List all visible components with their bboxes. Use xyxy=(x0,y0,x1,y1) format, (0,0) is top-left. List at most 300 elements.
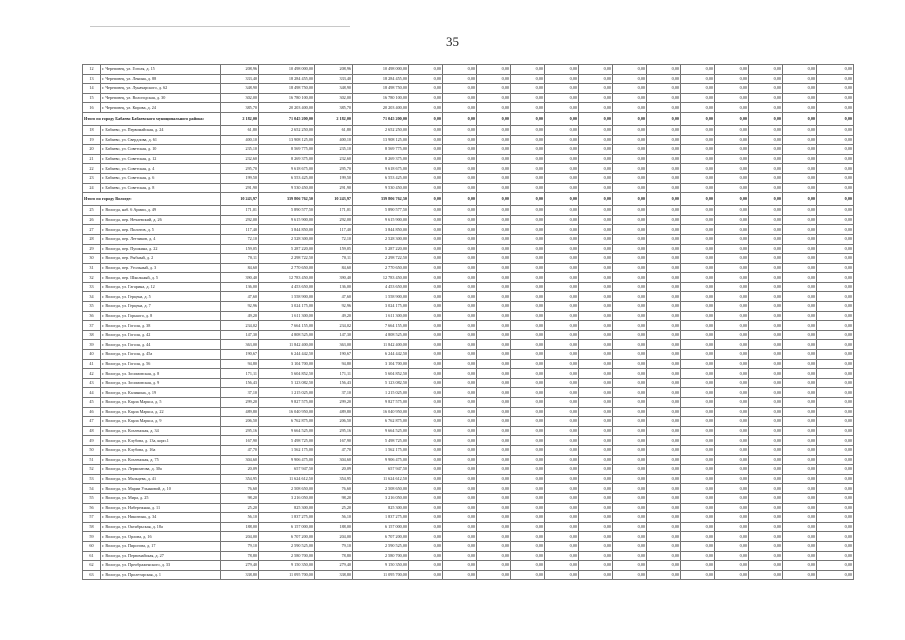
zero-value-cell: 0,00 xyxy=(579,330,613,340)
zero-value-cell: 0,00 xyxy=(817,407,854,417)
row-number: 43 xyxy=(83,378,101,388)
area-cell: 400,10 xyxy=(221,135,259,145)
zero-value-cell: 0,00 xyxy=(545,263,579,273)
zero-value-cell: 0,00 xyxy=(749,570,783,580)
zero-value-cell: 0,00 xyxy=(817,225,854,235)
zero-value-cell: 0,00 xyxy=(681,541,715,551)
zero-value-cell: 0,00 xyxy=(647,193,681,206)
address-cell: г. Вологда, пер. Школьный, д. 5 xyxy=(101,273,221,283)
zero-value-cell: 0,00 xyxy=(443,570,477,580)
area-total-cell: 79,10 xyxy=(315,541,353,551)
area-cell: 338,80 xyxy=(221,570,259,580)
zero-value-cell: 0,00 xyxy=(511,369,545,379)
cost-total-cell: 71 045 200,00 xyxy=(353,112,409,125)
zero-value-cell: 0,00 xyxy=(817,484,854,494)
zero-value-cell: 0,00 xyxy=(613,263,647,273)
area-total-cell: 333,40 xyxy=(315,74,353,84)
zero-value-cell: 0,00 xyxy=(545,541,579,551)
zero-value-cell: 0,00 xyxy=(477,388,511,398)
zero-value-cell: 0,00 xyxy=(511,273,545,283)
row-number: 55 xyxy=(83,493,101,503)
zero-value-cell: 0,00 xyxy=(477,426,511,436)
zero-value-cell: 0,00 xyxy=(817,359,854,369)
zero-value-cell: 0,00 xyxy=(715,436,749,446)
zero-value-cell: 0,00 xyxy=(409,173,443,183)
zero-value-cell: 0,00 xyxy=(477,340,511,350)
zero-value-cell: 0,00 xyxy=(545,570,579,580)
cost-cell: 11 842 400,00 xyxy=(259,340,315,350)
zero-value-cell: 0,00 xyxy=(511,426,545,436)
zero-value-cell: 0,00 xyxy=(783,65,817,75)
zero-value-cell: 0,00 xyxy=(715,103,749,113)
subtotal-row xyxy=(83,193,854,206)
area-total-cell: 363,00 xyxy=(315,340,353,350)
zero-value-cell: 0,00 xyxy=(783,398,817,408)
row-number: 53 xyxy=(83,474,101,484)
zero-value-cell: 0,00 xyxy=(681,154,715,164)
area-total-cell: 304,60 xyxy=(315,455,353,465)
zero-value-cell: 0,00 xyxy=(715,125,749,135)
cost-total-cell: 2 298 722,50 xyxy=(353,254,409,264)
zero-value-cell: 0,00 xyxy=(409,388,443,398)
area-total-cell: 385,70 xyxy=(315,103,353,113)
address-cell: г. Вологда, ул. Клубова, д. 13а, корп.1 xyxy=(101,436,221,446)
row-number: 54 xyxy=(83,484,101,494)
zero-value-cell: 0,00 xyxy=(613,407,647,417)
zero-value-cell: 0,00 xyxy=(817,254,854,264)
zero-value-cell: 0,00 xyxy=(783,154,817,164)
address-cell: г. Вологда, ул. Герцена, д. 7 xyxy=(101,302,221,312)
area-cell: 47,70 xyxy=(221,445,259,455)
zero-value-cell: 0,00 xyxy=(545,503,579,513)
zero-value-cell: 0,00 xyxy=(715,84,749,94)
address-cell: г. Вологда, ул. Гоголя, д. 56 xyxy=(101,359,221,369)
area-cell: 136,00 xyxy=(221,282,259,292)
zero-value-cell: 0,00 xyxy=(477,254,511,264)
row-number: 57 xyxy=(83,513,101,523)
zero-value-cell: 0,00 xyxy=(817,125,854,135)
cost-cell: 18 284 455,00 xyxy=(259,74,315,84)
zero-value-cell: 0,00 xyxy=(545,532,579,542)
table-row xyxy=(83,522,854,532)
area-cell: 171,01 xyxy=(221,206,259,216)
zero-value-cell: 0,00 xyxy=(817,513,854,523)
zero-value-cell: 0,00 xyxy=(681,522,715,532)
zero-value-cell: 0,00 xyxy=(477,493,511,503)
row-number: 59 xyxy=(83,532,101,542)
cost-total-cell: 16 780 100,00 xyxy=(353,93,409,103)
table-row xyxy=(83,369,854,379)
zero-value-cell: 0,00 xyxy=(477,378,511,388)
zero-value-cell: 0,00 xyxy=(681,282,715,292)
zero-value-cell: 0,00 xyxy=(511,103,545,113)
zero-value-cell: 0,00 xyxy=(681,125,715,135)
zero-value-cell: 0,00 xyxy=(681,311,715,321)
zero-value-cell: 0,00 xyxy=(613,541,647,551)
zero-value-cell: 0,00 xyxy=(783,426,817,436)
address-cell: г. Вологда, пер. Рыбный, д. 2 xyxy=(101,254,221,264)
zero-value-cell: 0,00 xyxy=(477,154,511,164)
zero-value-cell: 0,00 xyxy=(817,145,854,155)
zero-value-cell: 0,00 xyxy=(511,407,545,417)
cost-cell: 6 157 000,00 xyxy=(259,522,315,532)
zero-value-cell: 0,00 xyxy=(783,522,817,532)
zero-value-cell: 0,00 xyxy=(443,455,477,465)
zero-value-cell: 0,00 xyxy=(409,369,443,379)
zero-value-cell: 0,00 xyxy=(783,244,817,254)
table-row xyxy=(83,273,854,283)
zero-value-cell: 0,00 xyxy=(579,455,613,465)
cost-cell: 3 844 850,00 xyxy=(259,225,315,235)
cost-cell: 2 508 650,00 xyxy=(259,484,315,494)
zero-value-cell: 0,00 xyxy=(715,426,749,436)
cost-cell: 2 528 300,00 xyxy=(259,234,315,244)
area-cell: 489,80 xyxy=(221,407,259,417)
zero-value-cell: 0,00 xyxy=(783,145,817,155)
zero-value-cell: 0,00 xyxy=(613,359,647,369)
zero-value-cell: 0,00 xyxy=(681,369,715,379)
row-number: 32 xyxy=(83,273,101,283)
cost-cell: 71 045 200,00 xyxy=(259,112,315,125)
zero-value-cell: 0,00 xyxy=(511,436,545,446)
zero-value-cell: 0,00 xyxy=(579,244,613,254)
zero-value-cell: 0,00 xyxy=(783,112,817,125)
zero-value-cell: 0,00 xyxy=(477,103,511,113)
zero-value-cell: 0,00 xyxy=(409,551,443,561)
area-cell: 385,70 xyxy=(221,103,259,113)
address-cell: г. Череповец, ул. Луначарского, д. 62 xyxy=(101,84,221,94)
zero-value-cell: 0,00 xyxy=(477,263,511,273)
zero-value-cell: 0,00 xyxy=(681,570,715,580)
zero-value-cell: 0,00 xyxy=(511,484,545,494)
zero-value-cell: 0,00 xyxy=(681,436,715,446)
table-row xyxy=(83,350,854,360)
address-cell: г. Вологда, ул. Пирогова, д. 17 xyxy=(101,541,221,551)
row-number: 45 xyxy=(83,398,101,408)
zero-value-cell: 0,00 xyxy=(817,455,854,465)
zero-value-cell: 0,00 xyxy=(817,474,854,484)
address-cell: г. Вологда, ул. Карла Маркса, д. 9 xyxy=(101,417,221,427)
row-number: 27 xyxy=(83,225,101,235)
cost-cell: 9 664 525,00 xyxy=(259,426,315,436)
zero-value-cell: 0,00 xyxy=(715,234,749,244)
zero-value-cell: 0,00 xyxy=(409,570,443,580)
zero-value-cell: 0,00 xyxy=(749,513,783,523)
table-row xyxy=(83,570,854,580)
zero-value-cell: 0,00 xyxy=(613,65,647,75)
cost-total-cell: 7 664 155,00 xyxy=(353,321,409,331)
zero-value-cell: 0,00 xyxy=(477,93,511,103)
row-number: 24 xyxy=(83,183,101,193)
address-cell: г. Вологда, ул. Козленская, д. 75 xyxy=(101,455,221,465)
area-cell: 304,60 xyxy=(221,455,259,465)
zero-value-cell: 0,00 xyxy=(681,340,715,350)
zero-value-cell: 0,00 xyxy=(749,493,783,503)
address-cell: г. Вологда, ул. Гоголя, д. 42 xyxy=(101,330,221,340)
zero-value-cell: 0,00 xyxy=(715,135,749,145)
zero-value-cell: 0,00 xyxy=(749,103,783,113)
cost-cell: 7 664 155,00 xyxy=(259,321,315,331)
zero-value-cell: 0,00 xyxy=(681,263,715,273)
cost-total-cell: 3 844 850,00 xyxy=(353,225,409,235)
zero-value-cell: 0,00 xyxy=(783,282,817,292)
zero-value-cell: 0,00 xyxy=(511,474,545,484)
cost-total-cell: 13 908 125,00 xyxy=(353,135,409,145)
zero-value-cell: 0,00 xyxy=(613,103,647,113)
zero-value-cell: 0,00 xyxy=(715,513,749,523)
zero-value-cell: 0,00 xyxy=(783,407,817,417)
cost-total-cell: 6 762 875,00 xyxy=(353,417,409,427)
address-cell: г. Вологда, ул. Зосимовская, д. 8 xyxy=(101,369,221,379)
zero-value-cell: 0,00 xyxy=(783,254,817,264)
area-total-cell: 94,80 xyxy=(315,359,353,369)
zero-value-cell: 0,00 xyxy=(409,398,443,408)
cost-total-cell: 8 569 775,00 xyxy=(353,145,409,155)
zero-value-cell: 0,00 xyxy=(783,215,817,225)
row-number: 25 xyxy=(83,206,101,216)
address-cell: г. Вологда, ул. Гоголя, д. 38 xyxy=(101,321,221,331)
zero-value-cell: 0,00 xyxy=(715,292,749,302)
zero-value-cell: 0,00 xyxy=(443,145,477,155)
zero-value-cell: 0,00 xyxy=(647,273,681,283)
table-row xyxy=(83,455,854,465)
zero-value-cell: 0,00 xyxy=(477,292,511,302)
page-number: 35 xyxy=(446,34,459,49)
zero-value-cell: 0,00 xyxy=(579,359,613,369)
area-total-cell: 167,90 xyxy=(315,436,353,446)
row-number: 62 xyxy=(83,561,101,571)
zero-value-cell: 0,00 xyxy=(443,551,477,561)
area-total-cell: 208,96 xyxy=(315,65,353,75)
row-number: 61 xyxy=(83,551,101,561)
zero-value-cell: 0,00 xyxy=(477,215,511,225)
zero-value-cell: 0,00 xyxy=(511,359,545,369)
area-cell: 76,60 xyxy=(221,484,259,494)
address-cell: г. Бабаево, ул. Свердлова, д. 61 xyxy=(101,135,221,145)
zero-value-cell: 0,00 xyxy=(579,398,613,408)
cost-cell: 13 908 125,00 xyxy=(259,135,315,145)
area-total-cell: 72,10 xyxy=(315,234,353,244)
zero-value-cell: 0,00 xyxy=(817,503,854,513)
zero-value-cell: 0,00 xyxy=(579,340,613,350)
zero-value-cell: 0,00 xyxy=(817,164,854,174)
zero-value-cell: 0,00 xyxy=(783,455,817,465)
zero-value-cell: 0,00 xyxy=(715,112,749,125)
zero-value-cell: 0,00 xyxy=(749,282,783,292)
cost-cell: 11 095 700,00 xyxy=(259,570,315,580)
table-row xyxy=(83,321,854,331)
zero-value-cell: 0,00 xyxy=(545,282,579,292)
zero-value-cell: 0,00 xyxy=(817,541,854,551)
zero-value-cell: 0,00 xyxy=(477,522,511,532)
zero-value-cell: 0,00 xyxy=(749,273,783,283)
zero-value-cell: 0,00 xyxy=(749,74,783,84)
zero-value-cell: 0,00 xyxy=(443,93,477,103)
zero-value-cell: 0,00 xyxy=(783,103,817,113)
zero-value-cell: 0,00 xyxy=(749,234,783,244)
zero-value-cell: 0,00 xyxy=(545,436,579,446)
zero-value-cell: 0,00 xyxy=(545,302,579,312)
cost-total-cell: 12 783 450,00 xyxy=(353,273,409,283)
zero-value-cell: 0,00 xyxy=(715,173,749,183)
zero-value-cell: 0,00 xyxy=(715,311,749,321)
subtotal-row xyxy=(83,112,854,125)
zero-value-cell: 0,00 xyxy=(613,388,647,398)
zero-value-cell: 0,00 xyxy=(579,273,613,283)
zero-value-cell: 0,00 xyxy=(477,173,511,183)
zero-value-cell: 0,00 xyxy=(409,513,443,523)
zero-value-cell: 0,00 xyxy=(715,302,749,312)
zero-value-cell: 0,00 xyxy=(545,215,579,225)
zero-value-cell: 0,00 xyxy=(613,321,647,331)
zero-value-cell: 0,00 xyxy=(783,378,817,388)
zero-value-cell: 0,00 xyxy=(545,561,579,571)
zero-value-cell: 0,00 xyxy=(579,484,613,494)
zero-value-cell: 0,00 xyxy=(613,513,647,523)
cost-total-cell: 339 806 762,50 xyxy=(353,193,409,206)
zero-value-cell: 0,00 xyxy=(681,350,715,360)
area-total-cell: 47,60 xyxy=(315,292,353,302)
zero-value-cell: 0,00 xyxy=(715,225,749,235)
cost-total-cell: 1 611 300,00 xyxy=(353,311,409,321)
area-cell: 10 243,97 xyxy=(221,193,259,206)
row-number: 22 xyxy=(83,164,101,174)
area-cell: 47,60 xyxy=(221,292,259,302)
cost-cell: 3 104 700,00 xyxy=(259,359,315,369)
zero-value-cell: 0,00 xyxy=(511,135,545,145)
zero-value-cell: 0,00 xyxy=(545,103,579,113)
zero-value-cell: 0,00 xyxy=(409,445,443,455)
zero-value-cell: 0,00 xyxy=(477,541,511,551)
zero-value-cell: 0,00 xyxy=(409,302,443,312)
zero-value-cell: 0,00 xyxy=(443,359,477,369)
row-number: 28 xyxy=(83,234,101,244)
table-row xyxy=(83,215,854,225)
area-total-cell: 37,10 xyxy=(315,388,353,398)
zero-value-cell: 0,00 xyxy=(613,561,647,571)
zero-value-cell: 0,00 xyxy=(817,302,854,312)
zero-value-cell: 0,00 xyxy=(409,503,443,513)
zero-value-cell: 0,00 xyxy=(647,513,681,523)
area-cell: 156,43 xyxy=(221,378,259,388)
zero-value-cell: 0,00 xyxy=(749,173,783,183)
cost-total-cell: 9 150 350,00 xyxy=(353,561,409,571)
zero-value-cell: 0,00 xyxy=(613,474,647,484)
zero-value-cell: 0,00 xyxy=(647,445,681,455)
zero-value-cell: 0,00 xyxy=(817,84,854,94)
zero-value-cell: 0,00 xyxy=(443,244,477,254)
zero-value-cell: 0,00 xyxy=(443,541,477,551)
zero-value-cell: 0,00 xyxy=(817,282,854,292)
zero-value-cell: 0,00 xyxy=(613,436,647,446)
zero-value-cell: 0,00 xyxy=(477,206,511,216)
address-cell: г. Вологда, пер. Пушкина, д. 22 xyxy=(101,244,221,254)
zero-value-cell: 0,00 xyxy=(749,378,783,388)
zero-value-cell: 0,00 xyxy=(783,225,817,235)
area-cell: 390,40 xyxy=(221,273,259,283)
zero-value-cell: 0,00 xyxy=(477,183,511,193)
table-row xyxy=(83,103,854,113)
zero-value-cell: 0,00 xyxy=(817,135,854,145)
area-total-cell: 61,80 xyxy=(315,125,353,135)
zero-value-cell: 0,00 xyxy=(647,359,681,369)
zero-value-cell: 0,00 xyxy=(545,154,579,164)
zero-value-cell: 0,00 xyxy=(749,340,783,350)
cost-total-cell: 6 244 442,50 xyxy=(353,350,409,360)
zero-value-cell: 0,00 xyxy=(613,74,647,84)
area-cell: 147,30 xyxy=(221,330,259,340)
zero-value-cell: 0,00 xyxy=(783,551,817,561)
zero-value-cell: 0,00 xyxy=(681,206,715,216)
cost-cell: 11 624 612,50 xyxy=(259,474,315,484)
zero-value-cell: 0,00 xyxy=(783,436,817,446)
area-cell: 291,90 xyxy=(221,183,259,193)
zero-value-cell: 0,00 xyxy=(477,407,511,417)
zero-value-cell: 0,00 xyxy=(511,125,545,135)
zero-value-cell: 0,00 xyxy=(613,225,647,235)
area-total-cell: 292,00 xyxy=(315,215,353,225)
zero-value-cell: 0,00 xyxy=(443,282,477,292)
zero-value-cell: 0,00 xyxy=(681,84,715,94)
zero-value-cell: 0,00 xyxy=(613,350,647,360)
cost-total-cell: 3 024 175,00 xyxy=(353,302,409,312)
zero-value-cell: 0,00 xyxy=(817,215,854,225)
cost-cell: 3 216 050,00 xyxy=(259,493,315,503)
row-number: 60 xyxy=(83,541,101,551)
zero-value-cell: 0,00 xyxy=(409,350,443,360)
zero-value-cell: 0,00 xyxy=(647,369,681,379)
zero-value-cell: 0,00 xyxy=(647,484,681,494)
zero-value-cell: 0,00 xyxy=(579,513,613,523)
area-cell: 117,40 xyxy=(221,225,259,235)
zero-value-cell: 0,00 xyxy=(613,426,647,436)
zero-value-cell: 0,00 xyxy=(715,193,749,206)
table-row xyxy=(83,484,854,494)
zero-value-cell: 0,00 xyxy=(409,215,443,225)
zero-value-cell: 0,00 xyxy=(613,206,647,216)
zero-value-cell: 0,00 xyxy=(477,145,511,155)
zero-value-cell: 0,00 xyxy=(477,193,511,206)
zero-value-cell: 0,00 xyxy=(647,474,681,484)
zero-value-cell: 0,00 xyxy=(409,311,443,321)
cost-cell: 6 553 425,00 xyxy=(259,173,315,183)
zero-value-cell: 0,00 xyxy=(443,398,477,408)
zero-value-cell: 0,00 xyxy=(409,154,443,164)
zero-value-cell: 0,00 xyxy=(749,455,783,465)
zero-value-cell: 0,00 xyxy=(613,484,647,494)
zero-value-cell: 0,00 xyxy=(443,292,477,302)
area-total-cell: 489,80 xyxy=(315,407,353,417)
area-total-cell: 204,00 xyxy=(315,532,353,542)
zero-value-cell: 0,00 xyxy=(817,378,854,388)
zero-value-cell: 0,00 xyxy=(409,65,443,75)
zero-value-cell: 0,00 xyxy=(715,378,749,388)
address-cell: г. Вологда, ул. Карла Маркса, д. 5 xyxy=(101,398,221,408)
zero-value-cell: 0,00 xyxy=(579,254,613,264)
zero-value-cell: 0,00 xyxy=(511,74,545,84)
zero-value-cell: 0,00 xyxy=(443,225,477,235)
cost-total-cell: 5 604 852,50 xyxy=(353,369,409,379)
zero-value-cell: 0,00 xyxy=(681,426,715,436)
zero-value-cell: 0,00 xyxy=(715,93,749,103)
zero-value-cell: 0,00 xyxy=(443,493,477,503)
area-total-cell: 199,50 xyxy=(315,173,353,183)
zero-value-cell: 0,00 xyxy=(545,551,579,561)
zero-value-cell: 0,00 xyxy=(817,234,854,244)
zero-value-cell: 0,00 xyxy=(409,234,443,244)
zero-value-cell: 0,00 xyxy=(511,112,545,125)
zero-value-cell: 0,00 xyxy=(613,215,647,225)
